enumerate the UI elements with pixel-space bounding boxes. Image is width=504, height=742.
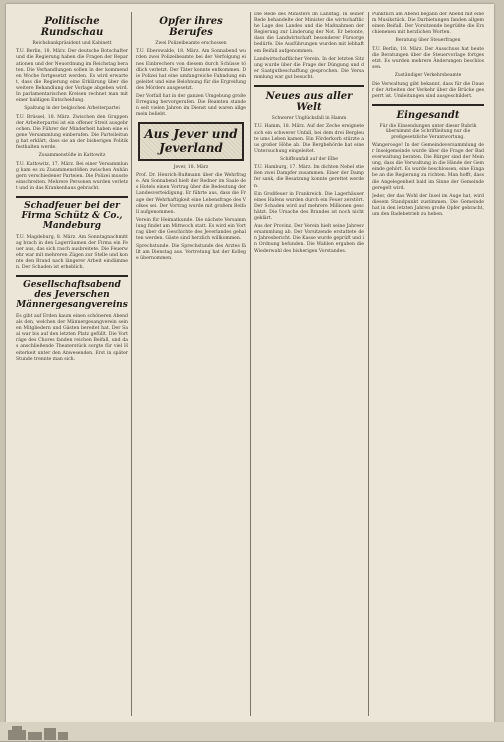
article-body: Wangerooge! In der Gemeindeversammlung der Inselgemeinde wurde über die Frage der Badeverwaltung beraten. Die Bürger sind der Meinung, dass die Verwaltung in die Hände der Gemeinde gehört. Es wurde beschlossen, eine Eingabe an die Regierung zu richten. Man hofft, dass die Angelegenheit bald im Sinne der Gemeinde geregelt wird. [372, 142, 484, 191]
column-2 [136, 12, 246, 716]
article-subheading: Reichsbankpräsident und Kabinett [32, 41, 112, 46]
editorial-note: Für die Einsendungen unter dieser Rubrik übernimmt die Schriftleitung nur die preßgesetzliche Verantwortung. [379, 123, 477, 140]
article-body: T.U. Kattowitz, 17. März. Bei einer Versammlung kam es zu Zusammenstößen zwischen Anhängern verschiedener Parteien. Die Polizei musste einschreiten. Mehrere Personen wurden verletzt und in das Krankenhaus gebracht. [16, 161, 128, 191]
article-body: Es gibt auf Erden kaum einen schöneren Abend als den, welchen der Männergesangverein seinen Mitgliedern und Gästen bereitet hat. Der Saal war bis auf den letzten Platz gefüllt. Die Vorträge des Chores fanden reichen Beifall, und das anschließende Theaterstück sorgte für viel Heiterkeit unter den Anwesenden. Erst in später Stunde trennte man sich. [16, 313, 128, 362]
article-body: Ein Großfeuer in Frankreich. Die Lagerhäuser eines Hafens wurden durch ein Feuer zerstört. Der Schaden wird auf mehrere Millionen geschätzt. Die Ursache des Brandes ist noch nicht geklärt. [254, 191, 364, 222]
article-body: Pünktlich am Abend begann der Abend mit einem Musikstück. Die Darbietungen fanden allgemeinen Beifall. Der Vorsitzende begrüßte die Erschienenen mit herzlichen Worten. [372, 12, 484, 36]
article-subheading: Zwei Polizeibeamte erschossen [155, 41, 227, 46]
article-subheading: Schiffsunfall auf der Elbe [280, 156, 338, 162]
article-heading: Schadfeuer bei der Firma Schütz & Co., Mandeburg [21, 201, 123, 231]
article-subheading: Spaltung in der belgischen Arbeiterpartei [24, 106, 120, 112]
article-body: Prof. Dr. Henrich-Bußmann über die Wehrfrage. Am Sonnabend hielt der Redner im Saale des Hotels einen Vortrag über die Bedeutung der Landesverteidigung. Er führte aus, dass die Frage der Wehrhaftigkeit eine Lebensfrage des Volkes sei. Der Vortrag wurde mit großem Beifall aufgenommen. [136, 173, 246, 215]
building-ornament-icon [0, 722, 504, 742]
article-heading: Neues aus aller Welt [265, 91, 353, 114]
article-heading: Gesellschaftsabend des Jeverschen Männergesangvereins [16, 280, 128, 311]
footer-ornament [0, 722, 504, 742]
article-heading: Opfer ihres Berufes [159, 16, 223, 38]
article-body: T.U. Brüssel, 18. März. Zwischen den Gruppen der Arbeiterpartei ist ein offener Streit ausgebrochen. Die Führer der Minderheit haben eine eigene Versammlung einberufen. Die Parteileitung hat erklärt, dass sie an der bisherigen Politik festhalten werde. [16, 114, 128, 151]
column-3 [254, 12, 364, 716]
divider [16, 275, 128, 277]
article-body: Landwirtschaftlicher Verein. In der letzten Sitzung wurde über die Frage der Düngung und der Saatgutbeschaffung gesprochen. Die Versammlung war gut besucht. [254, 56, 364, 80]
article-body: T.U. Berlin, 18. März. Der deutsche Botschafter und die Regierung haben die Fragen der Reparationen und der Neuordnung im Reichstag beraten. Die Verhandlungen sollen in der kommenden Woche fortgesetzt werden. Es wird erwartet, dass die Regierung eine Erklärung über die weitere Behandlung der Vorlage abgeben wird. In parlamentarischen Kreisen rechnet man mit einer baldigen Entscheidung. [16, 49, 128, 104]
section-banner [138, 122, 244, 160]
article-body: Der Vorfall hat in der ganzen Umgebung große Erregung hervorgerufen. Die Beamten standen seit vielen Jahren im Dienst und waren allgemein beliebt. [136, 94, 246, 118]
article-subheading: Zuständiger Verkehrsbeamte [394, 73, 462, 79]
article-body: Aus der Provinz. Der Verein hielt seine Jahresversammlung ab. Der Vorsitzende erstattete den Jahresbericht. Die Kasse wurde geprüft und in Ordnung befunden. Die Wahlen ergaben die Wiederwahl des bisherigen Vorstandes. [254, 224, 364, 254]
section-title: Aus Jever und Jeverland [144, 127, 238, 155]
article-body: Verein für Heimatkunde. Die nächste Versammlung findet am Mittwoch statt. Es wird ein Vortrag über die Geschichte des Jeverlandes gehalten werden. Gäste sind herzlich willkommen. [136, 217, 246, 242]
divider [254, 85, 364, 87]
divider [372, 104, 484, 106]
article-body: T.U. Hamburg, 17. März. Im dichten Nebel stießen zwei Dampfer zusammen. Einer der Dampfer sank, die Besatzung konnte gerettet werden. [254, 165, 364, 189]
article-heading: Politische Rundschau [40, 16, 104, 38]
column-rule [131, 12, 132, 716]
column-rule [250, 12, 251, 716]
newspaper-page [6, 4, 494, 722]
article-subheading: Zusammenstöße in Kattowitz [38, 153, 106, 159]
article-body: Sprechstunde. Die Sprechstunde des Arztes fällt am Dienstag aus. Vertretung hat der Kollege übernommen. [136, 244, 246, 262]
column-4 [372, 12, 484, 716]
article-body: T.U. Hamm, 18. März. Auf der Zeche ereignete sich ein schwerer Unfall, bei dem drei Bergleute ums Leben kamen. Ein Förderkorb stürzte aus großer Höhe ab. Die Bergbehörde hat eine Untersuchung eingeleitet. [254, 124, 364, 154]
divider [16, 196, 128, 198]
article-body: T.U. Magdeburg, 8. März. Am Sonntagnachmittag brach in den Lagerräumen der Firma ein Feuer aus, das sich rasch ausbreitete. Die Feuerwehr war mit mehreren Zügen zur Stelle und konnte den Brand nach längerer Arbeit eindämmen. Der Schaden ist erheblich. [16, 234, 128, 271]
column-1 [16, 12, 128, 716]
article-body: Die Rede des Ministers im Landtag. In seiner Rede behandelte der Minister die wirtschaftliche Lage des Landes und die Maßnahmen der Regierung zur Linderung der Not. Er betonte, dass die Landwirtschaft besonderer Fürsorge bedürfe. Die Ausführungen wurden mit lebhaftem Beifall aufgenommen. [254, 12, 364, 54]
article-body: Jeder, der das Wohl der Insel im Auge hat, wird diesem Standpunkt zustimmen. Die Gemeinde hat in den letzten Jahren große Opfer gebracht, um den Badebetrieb zu heben. [372, 193, 484, 218]
article-body: Die Verwaltung gibt bekannt, dass für die Dauer der Arbeiten der Verkehr über die Brücke gesperrt ist. Umleitungen sind ausgeschildert. [372, 81, 484, 99]
column-rule [368, 12, 369, 716]
article-subheading: Schwerer Unglücksfall in Hamm [271, 116, 347, 122]
dateline: Jever, 18. März [173, 164, 209, 170]
article-heading: Eingesandt [396, 109, 460, 121]
article-subheading: Beratung über Steuerfragen [395, 38, 461, 44]
article-body: T.U. Eberswalde, 18. März. Am Sonnabend wurden zwei Polizeibeamte bei der Verfolgung eines Einbrechers von diesem durch Schüsse tödlich verletzt. Der Täter konnte entkommen. Die Polizei hat eine umfangreiche Fahndung eingeleitet und eine Belohnung für die Ergreifung des Mörders ausgesetzt. [136, 49, 246, 91]
article-body: T.U. Berlin, 18. März. Der Ausschuss hat heute die Beratungen über die Steuervorlage fortgesetzt. Es wurden mehrere Änderungen beschlossen. [372, 46, 484, 71]
